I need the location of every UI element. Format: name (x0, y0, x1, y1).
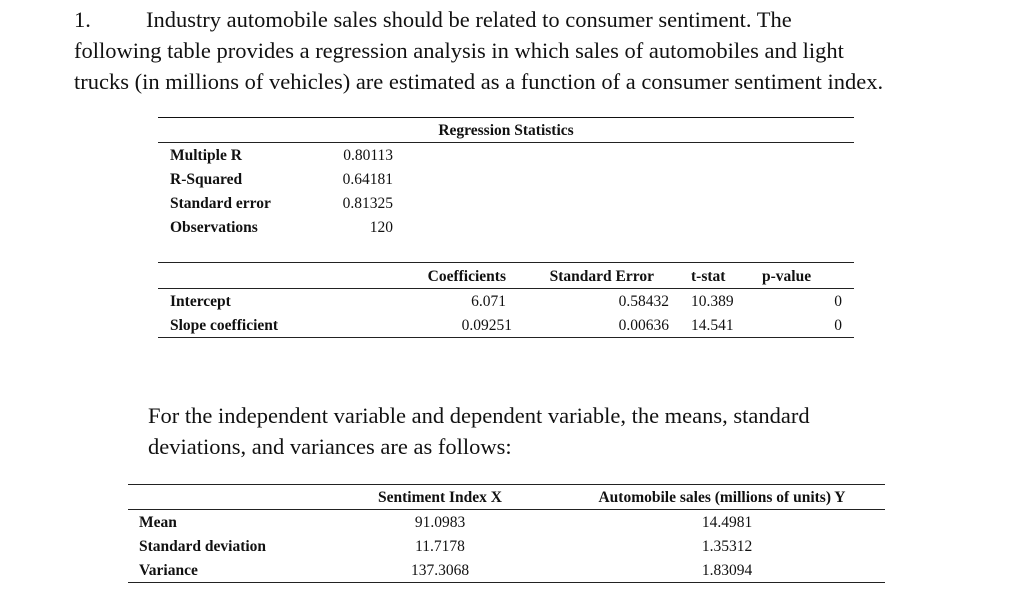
question-number: 1. (74, 7, 91, 32)
summary-top-rule (128, 484, 885, 485)
header-sentiment-index: Sentiment Index X (377, 489, 502, 506)
x-value: 137.3068 (410, 562, 470, 579)
se-value: 0.58432 (618, 293, 669, 310)
header-coefficients: Coefficients (427, 268, 506, 285)
t-value: 14.541 (691, 317, 734, 334)
regression-statistics-title: Regression Statistics (438, 122, 574, 139)
coef-top-rule (158, 262, 854, 263)
p-value: 0 (834, 317, 842, 334)
header-t-stat: t-stat (691, 268, 726, 285)
stat-value: 0.80113 (343, 147, 393, 164)
summary-row-label: Mean (139, 514, 177, 531)
stat-value: 120 (369, 219, 393, 236)
p-value: 0 (834, 293, 842, 310)
stat-label: Observations (170, 219, 258, 236)
coef-row-label: Intercept (170, 293, 231, 310)
header-p-value: p-value (762, 268, 812, 285)
header-automobile-sales: Automobile sales (millions of units) Y (598, 489, 846, 506)
t-value: 10.389 (691, 293, 734, 310)
summary-row-label: Standard deviation (139, 538, 267, 555)
summary-bottom-rule (128, 582, 885, 583)
description-line-2: deviations, and variances are as follows: (148, 434, 512, 459)
stat-value: 0.81325 (342, 195, 393, 212)
coef-header-rule (158, 288, 854, 289)
question-line-1: 1. Industry automobile sales should be related to consumer sentiment. The (74, 4, 974, 35)
question-paragraph (74, 4, 974, 97)
description-paragraph (148, 400, 908, 462)
summary-header-rule (128, 509, 885, 510)
x-value: 11.7178 (415, 538, 465, 555)
x-value: 91.0983 (414, 514, 466, 531)
table-top-rule (158, 117, 854, 118)
coef-bottom-rule (158, 337, 854, 338)
se-value: 0.00636 (618, 317, 669, 334)
stat-label: Multiple R (170, 147, 242, 164)
title-rule (158, 142, 854, 143)
y-value: 1.83094 (701, 562, 753, 579)
stat-value: 0.64181 (342, 171, 393, 188)
coef-row-label: Slope coefficient (170, 317, 279, 334)
question-line-2: following table provides a regression analysis in which sales of automobiles and light (74, 38, 844, 63)
coef-value: 6.071 (471, 293, 506, 310)
question-line-3: trucks (in millions of vehicles) are estimated as a function of a consumer sentiment index. (74, 69, 884, 94)
y-value: 1.35312 (701, 538, 753, 555)
summary-row-label: Variance (139, 562, 198, 579)
stat-label: R-Squared (170, 171, 243, 188)
y-value: 14.4981 (701, 514, 753, 531)
header-standard-error: Standard Error (549, 268, 654, 285)
coef-value: 0.09251 (461, 317, 512, 334)
stat-label: Standard error (170, 195, 271, 212)
description-line-1: For the independent variable and dependent variable, the means, standard (148, 403, 810, 428)
